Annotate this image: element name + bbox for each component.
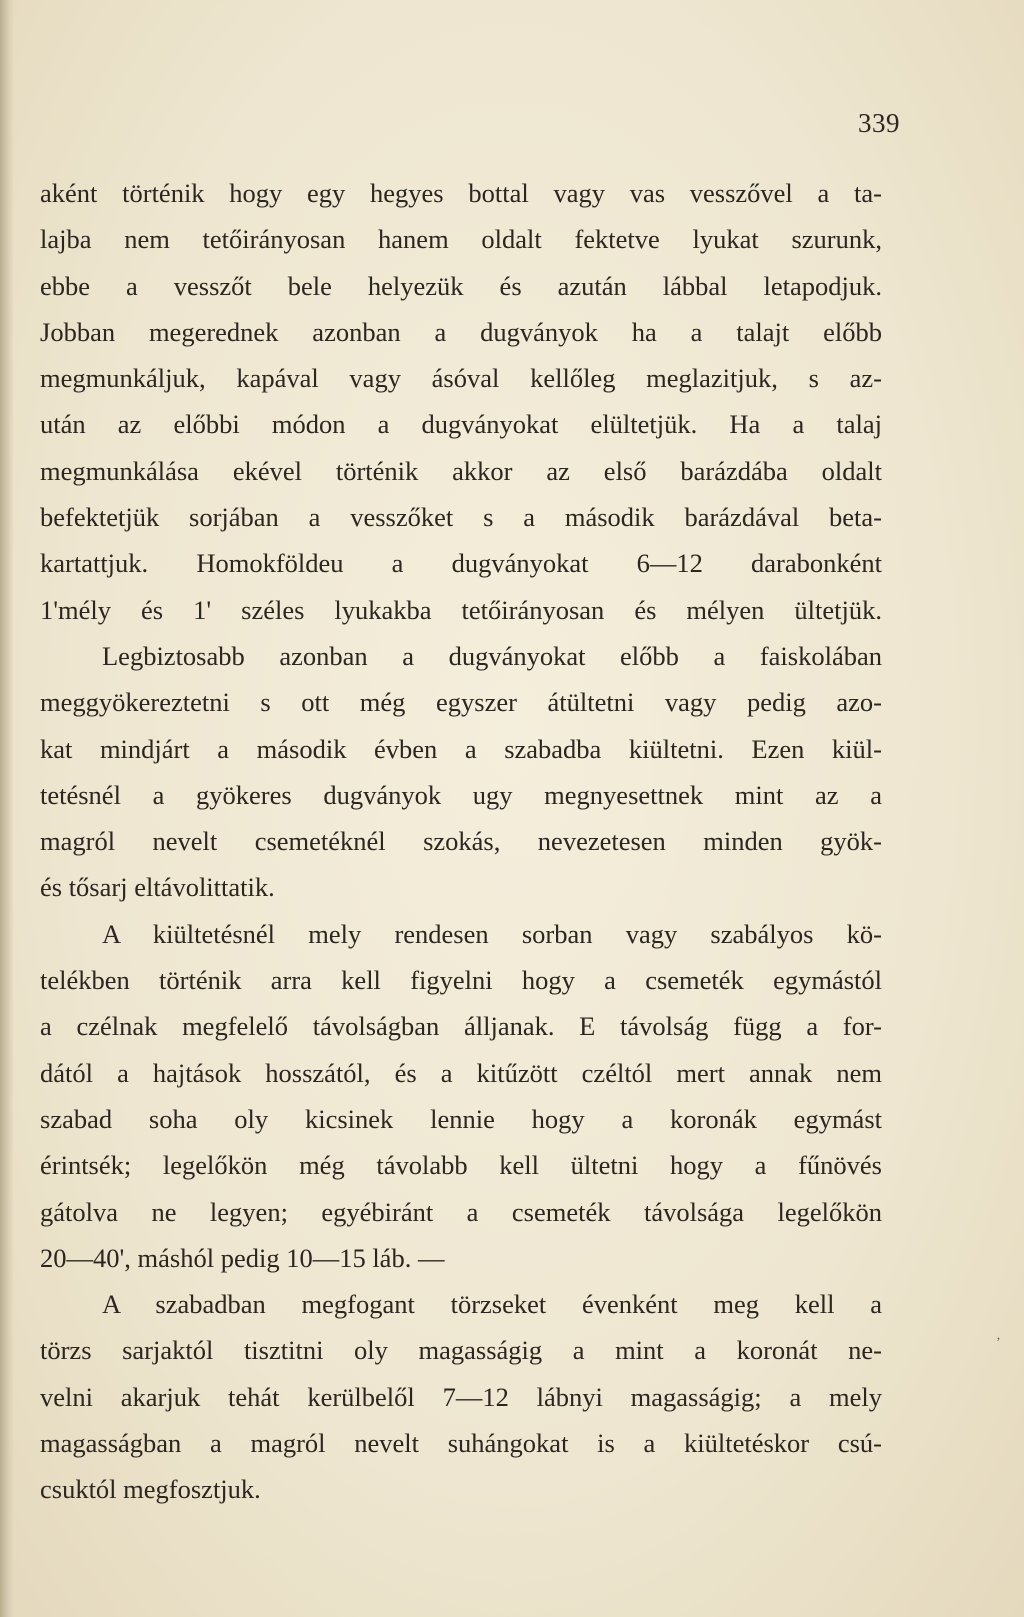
text-line: után az előbbi módon a dugványokat elültetjük. Ha a talaj [40,409,882,440]
text-line: lajba nem tetőirányosan hanem oldalt fektetve lyukat szurunk, [40,224,882,255]
text-line: magról nevelt csemetéknél szokás, nevezetesen minden gyök- [40,826,882,857]
text-line: érintsék; legelőkön még távolabb kell ültetni hogy a fűnövés [40,1150,882,1181]
text-line: telékben történik arra kell figyelni hogy a csemeték egymástól [40,965,882,996]
text-line: törzs sarjaktól tisztitni oly magasságig a mint a koronát ne- [40,1335,882,1366]
margin-speck: ‚ [996,1328,1001,1343]
text-line: velni akarjuk tehát kerülbelől 7—12 lábnyi magasságig; a mely [40,1381,882,1412]
text-line: megmunkáljuk, kapával vagy ásóval kellőleg meglazitjuk, s az- [40,363,882,394]
text-line: A szabadban megfogant törzseket évenként meg kell a [102,1289,882,1320]
text-line: a czélnak megfelelő távolságban álljanak. E távolság függ a for- [40,1011,882,1042]
text-line: 1'mély és 1' széles lyukakba tetőirányosan és mélyen ültetjük. [40,594,882,625]
text-line: szabad soha oly kicsinek lennie hogy a koronák egymást [40,1103,882,1134]
text-line: kat mindjárt a második évben a szabadba kiültetni. Ezen kiül- [40,733,882,764]
body-text [40,170,882,1513]
text-line: és tősarj eltávolittatik. [40,872,275,903]
text-line: befektetjük sorjában a vesszőket s a második barázdával beta- [40,502,882,533]
text-line: Legbiztosabb azonban a dugványokat előbb a faiskolában [102,640,882,671]
text-line: kartattjuk. Homokföldeu a dugványokat 6—12 darabonként [40,548,882,579]
text-line: meggyökereztetni s ott még egyszer átültetni vagy pedig azo- [40,687,882,718]
text-line: A kiültetésnél mely rendesen sorban vagy szabályos kö- [102,918,882,949]
text-line: ebbe a vesszőt bele helyezük és azután lábbal letapodjuk. [40,270,882,301]
gutter-shadow [0,0,14,1617]
text-line: 20—40', máshól pedig 10—15 láb. — [40,1242,445,1273]
page-number: 339 [858,108,900,138]
text-line: megmunkálása ekével történik akkor az első barázdába oldalt [40,455,882,486]
text-line: tetésnél a gyökeres dugványok ugy megnyesettnek mint az a [40,779,882,810]
text-line: dától a hajtások hosszától, és a kitűzött czéltól mert annak nem [40,1057,882,1088]
text-line: gátolva ne legyen; egyébiránt a csemeték távolsága legelőkön [40,1196,882,1227]
text-line: aként történik hogy egy hegyes bottal vagy vas vesszővel a ta- [40,178,882,208]
text-line: Jobban megerednek azonban a dugványok ha a talajt előbb [40,316,882,347]
text-line: magasságban a magról nevelt suhángokat is a kiültetéskor csú- [40,1428,882,1459]
text-line: csuktól megfosztjuk. [40,1474,261,1505]
